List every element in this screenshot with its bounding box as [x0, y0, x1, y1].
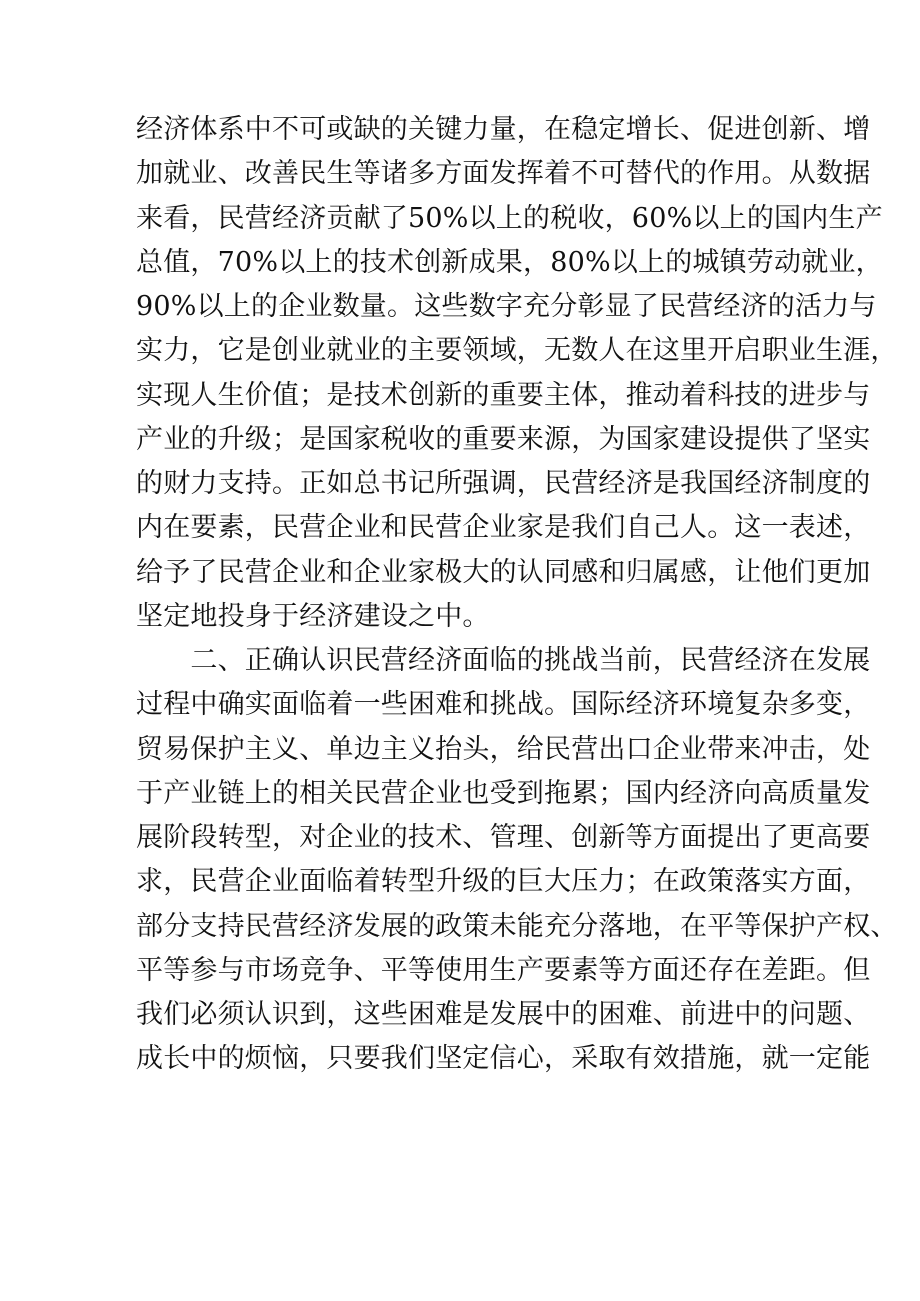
- text-line: 贸易保护主义、单边主义抬头，给民营出口企业带来冲击，处: [136, 733, 871, 765]
- text-line: 产业的升级；是国家税收的重要来源，为国家建设提供了坚实: [136, 423, 871, 455]
- text-line: 加就业、改善民生等诸多方面发挥着不可替代的作用。从数据: [136, 158, 871, 190]
- text-line: 给予了民营企业和企业家极大的认同感和归属感，让他们更加: [136, 556, 871, 588]
- text-line: 平等参与市场竞争、平等使用生产要素等方面还存在差距。但: [136, 954, 871, 986]
- text-line: 经济体系中不可或缺的关键力量，在稳定增长、促进创新、增: [136, 114, 871, 145]
- text-line: 成长中的烦恼，只要我们坚定信心，采取有效措施，就一定能: [136, 1043, 871, 1075]
- text-line: 求，民营企业面临着转型升级的巨大压力；在政策落实方面，: [136, 866, 871, 898]
- text-line: 二、正确认识民营经济面临的挑战当前，民营经济在发展: [136, 645, 871, 676]
- text-line: 展阶段转型，对企业的技术、管理、创新等方面提出了更高要: [136, 822, 871, 853]
- body-text: [136, 108, 898, 1082]
- text-line: 部分支持民营经济发展的政策未能充分落地，在平等保护产权、: [136, 910, 898, 942]
- text-line: 我们必须认识到，这些困难是发展中的困难、前进中的问题、: [136, 999, 871, 1030]
- text-line: 过程中确实面临着一些困难和挑战。国际经济环境复杂多变，: [136, 689, 871, 721]
- text-line: 的财力支持。正如总书记所强调，民营经济是我国经济制度的: [136, 468, 871, 499]
- text-line: 实现人生价值；是技术创新的重要主体，推动着科技的进步与: [136, 379, 871, 411]
- text-line: 于产业链上的相关民营企业也受到拖累；国内经济向高质量发: [136, 777, 871, 809]
- text-line: 90%以上的企业数量。这些数字充分彰显了民营经济的活力与: [136, 291, 877, 322]
- text-line: 实力，它是创业就业的主要领域，无数人在这里开启职业生涯，: [136, 335, 898, 367]
- text-line: 内在要素，民营企业和民营企业家是我们自己人。这一表述，: [136, 512, 871, 544]
- text-line: 来看，民营经济贡献了50%以上的税收，60%以上的国内生产: [136, 202, 883, 234]
- text-line: 坚定地投身于经济建设之中。: [136, 600, 490, 632]
- text-line: 总值，70%以上的技术创新成果，80%以上的城镇劳动就业，: [136, 246, 883, 278]
